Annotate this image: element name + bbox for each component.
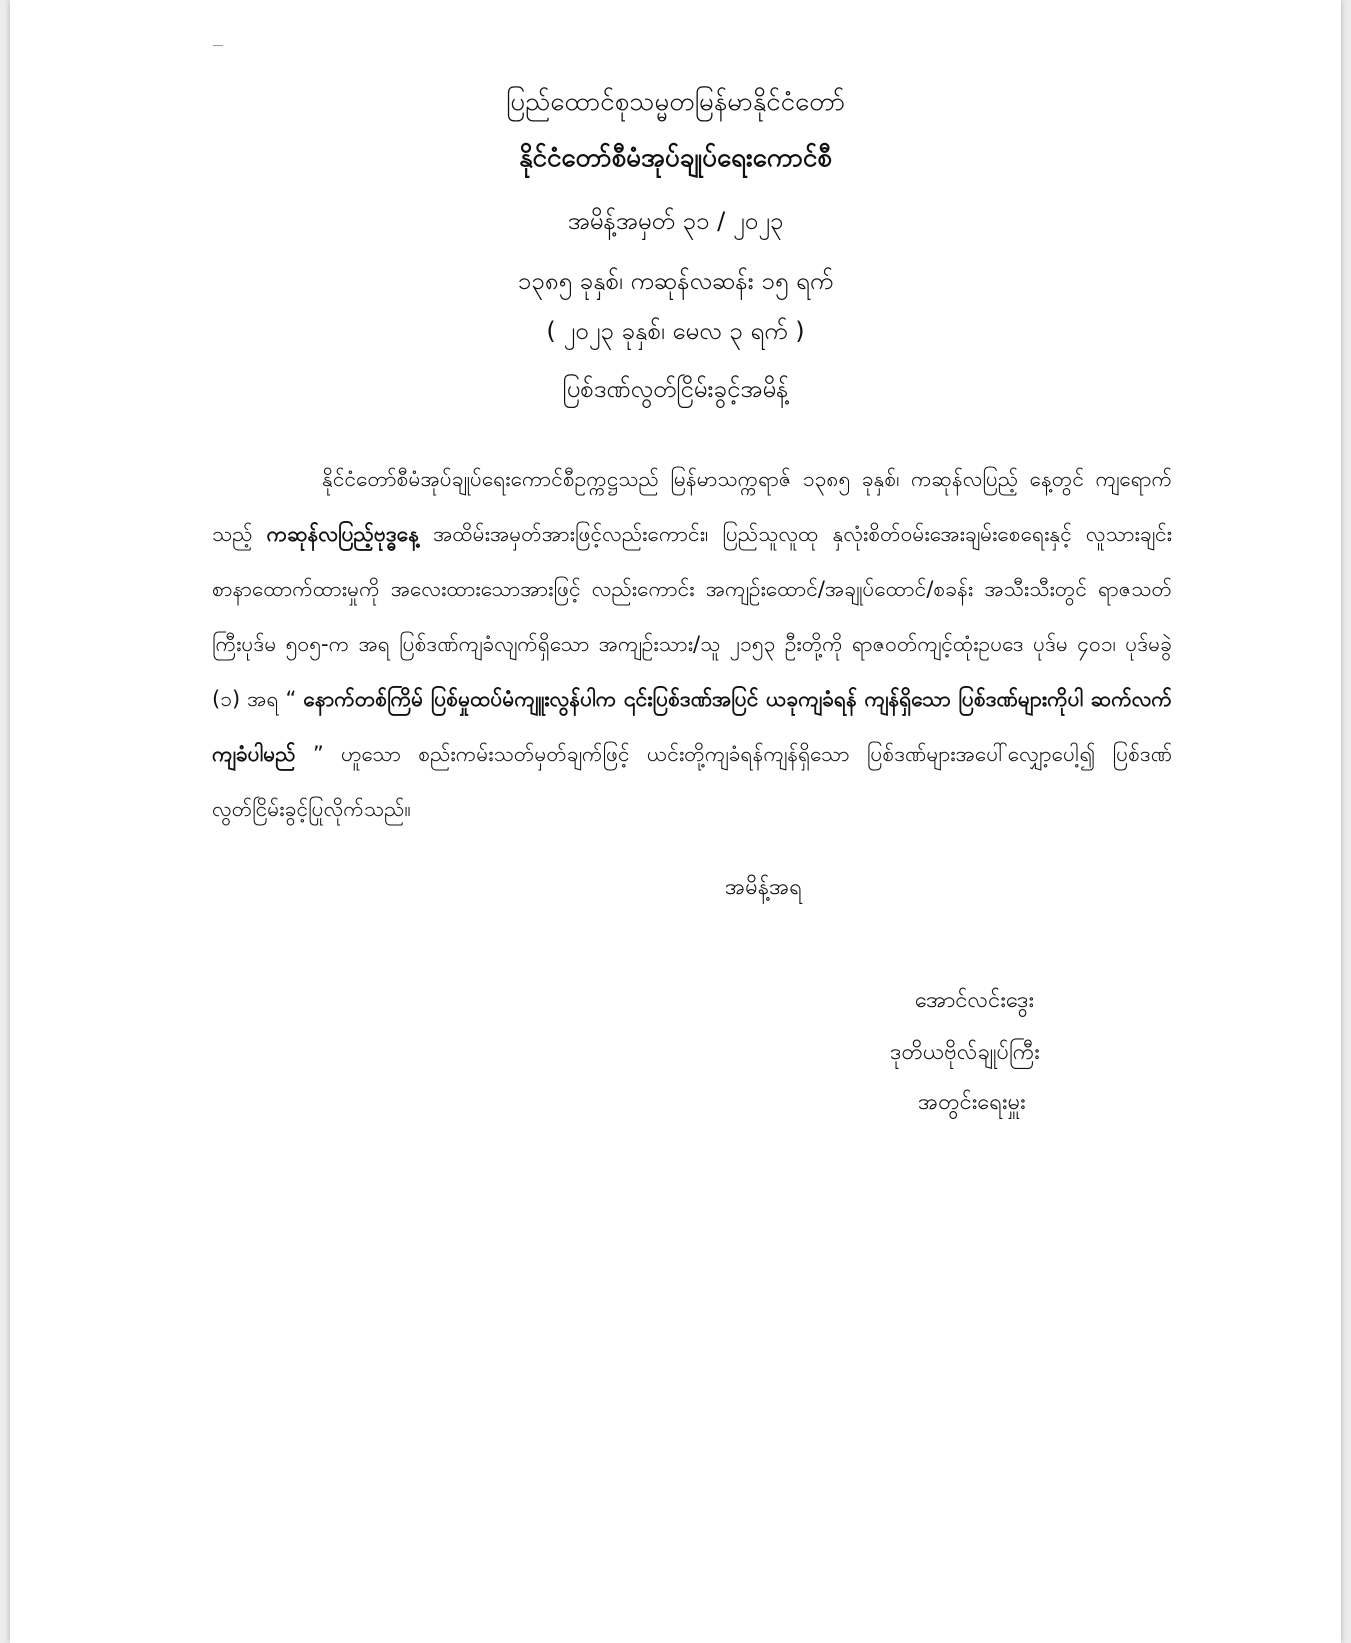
date-myanmar: ၁၃၈၅ ခုနှစ်၊ ကဆုန်လဆန်း ၁၅ ရက်: [517, 267, 834, 295]
body-part-1: နိုင်ငံတော်စီမံအုပ်ချုပ်ရေးကောင်စီဥက္ကဋ္ဌသည် မြန်မာသက္ကရာဇ် ၁၃၈၅ ခုနှစ်၊ ကဆုန်လပြည့် နေ့တွင် ကျရောက်သည့်: [212, 467, 1172, 546]
scan-mark: [213, 45, 223, 46]
order-subject: ပြစ်ဒဏ်လွတ်ငြိမ်းခွင့်အမိန့်: [562, 375, 789, 403]
body-bold-2: နောက်တစ်ကြိမ် ပြစ်မှုထပ်မံကျူးလွန်ပါက ၎င်းပြစ်ဒဏ်အပြင် ယခုကျခံရန် ကျန်ရှိသော ပြစ်ဒဏ်များကိုပါ ဆက်လက်ကျခံပါမည်: [212, 687, 1172, 766]
signatory-title: အတွင်းရေးမှူး: [918, 1090, 1026, 1115]
order-body: [212, 452, 1172, 837]
document-page: [10, 0, 1341, 1643]
body-part-3: ” ဟူသော စည်းကမ်းသတ်မှတ်ချက်ဖြင့် ယင်းတို့ကျခံရန်ကျန်ရှိသော ပြစ်ဒဏ်များအပေါ်လျှော့ပေါ့၍ ပြစ်ဒဏ်လွတ်ငြိမ်းခွင့်ပြုလိုက်သည်။: [212, 742, 1172, 821]
body-bold-1: ကဆုန်လပြည့်ဗုဒ္ဓနေ့: [266, 522, 420, 546]
date-gregorian: ( ၂၀၂၃ ခုနှစ်၊ မေလ ၃ ရက် ): [546, 317, 805, 345]
header-council: နိုင်ငံတော်စီမံအုပ်ချုပ်ရေးကောင်စီ: [519, 143, 832, 173]
signatory-rank: ဒုတိယဗိုလ်ချုပ်ကြီး: [890, 1040, 1040, 1065]
header-country: ပြည်ထောင်စုသမ္မတမြန်မာနိုင်ငံတော်: [505, 87, 846, 117]
order-number: အမိန့်အမှတ် ၃၁ / ၂၀၂၃: [567, 207, 784, 235]
closing-text: အမိန့်အရ: [725, 875, 802, 900]
signatory-name: အောင်လင်းဒွေး: [915, 988, 1035, 1013]
body-part-2: အထိမ်းအမှတ်အားဖြင့်လည်းကောင်း၊ ပြည်သူလူထု နှလုံးစိတ်ဝမ်းအေးချမ်းစေရေးနှင့် လူသားချင်းစာနာထောက်ထားမှုကို အလေးထားသောအားဖြင့် လည်းကောင်း အကျဉ်းထောင်/အချုပ်ထောင်/စခန်း အသီးသီးတွင် ရာဇသတ်ကြီးပုဒ်မ ၅၀၅-က အရ ပြစ်ဒဏ်ကျခံလျက်ရှိသော အကျဉ်းသား/သူ ၂၁၅၃ ဦးတို့ကို ရာဇဝတ်ကျင့်ထုံးဥပဒေ ပုဒ်မ ၄၀၁၊ ပုဒ်မခွဲ (၁) အရ “: [212, 522, 1173, 711]
